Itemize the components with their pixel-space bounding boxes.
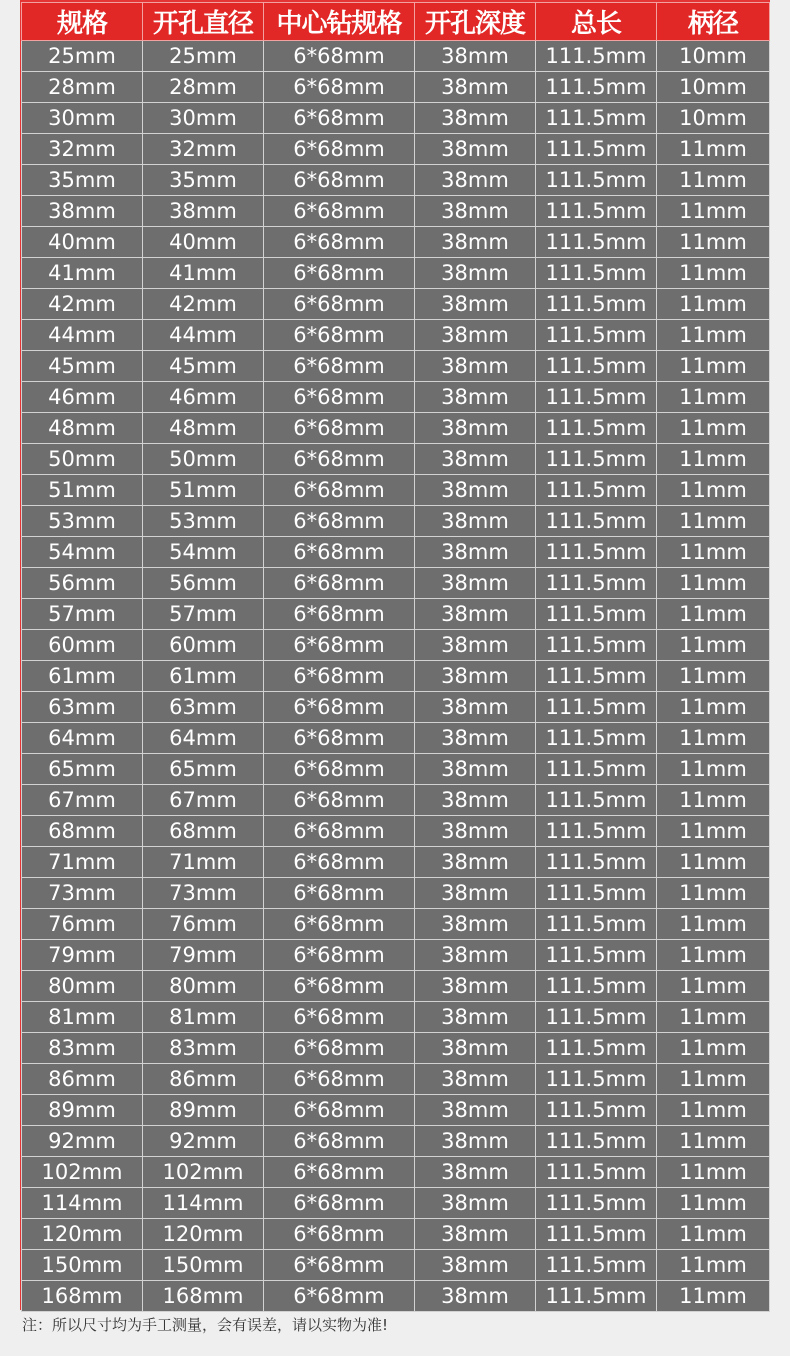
cell-hole-diameter: 44mm [143, 320, 264, 351]
cell-shank-diameter: 11mm [657, 444, 770, 475]
cell-center-drill: 6*68mm [264, 382, 415, 413]
cell-cutting-depth: 38mm [415, 1033, 536, 1064]
cell-center-drill: 6*68mm [264, 1157, 415, 1188]
cell-total-length: 111.5mm [536, 847, 657, 878]
cell-center-drill: 6*68mm [264, 506, 415, 537]
table-row [22, 971, 770, 1002]
table-row [22, 754, 770, 785]
cell-center-drill: 6*68mm [264, 1033, 415, 1064]
cell-cutting-depth: 38mm [415, 1188, 536, 1219]
cell-hole-diameter: 79mm [143, 940, 264, 971]
cell-total-length: 111.5mm [536, 444, 657, 475]
cell-cutting-depth: 38mm [415, 258, 536, 289]
cell-hole-diameter: 120mm [143, 1219, 264, 1250]
cell-spec: 64mm [22, 723, 143, 754]
cell-center-drill: 6*68mm [264, 41, 415, 72]
header-center-drill: 中心钻规格 [264, 3, 415, 41]
cell-shank-diameter: 11mm [657, 227, 770, 258]
cell-shank-diameter: 11mm [657, 413, 770, 444]
cell-shank-diameter: 11mm [657, 506, 770, 537]
cell-total-length: 111.5mm [536, 506, 657, 537]
cell-spec: 76mm [22, 909, 143, 940]
cell-total-length: 111.5mm [536, 940, 657, 971]
cell-total-length: 111.5mm [536, 41, 657, 72]
cell-hole-diameter: 30mm [143, 103, 264, 134]
cell-hole-diameter: 150mm [143, 1250, 264, 1281]
cell-hole-diameter: 60mm [143, 630, 264, 661]
cell-center-drill: 6*68mm [264, 599, 415, 630]
cell-cutting-depth: 38mm [415, 754, 536, 785]
cell-cutting-depth: 38mm [415, 1157, 536, 1188]
cell-shank-diameter: 11mm [657, 568, 770, 599]
cell-shank-diameter: 10mm [657, 72, 770, 103]
cell-cutting-depth: 38mm [415, 289, 536, 320]
table-row [22, 258, 770, 289]
cell-cutting-depth: 38mm [415, 1219, 536, 1250]
cell-hole-diameter: 92mm [143, 1126, 264, 1157]
cell-cutting-depth: 38mm [415, 971, 536, 1002]
cell-total-length: 111.5mm [536, 1188, 657, 1219]
cell-cutting-depth: 38mm [415, 785, 536, 816]
cell-center-drill: 6*68mm [264, 940, 415, 971]
table-row [22, 41, 770, 72]
table-row [22, 816, 770, 847]
cell-total-length: 111.5mm [536, 537, 657, 568]
cell-total-length: 111.5mm [536, 475, 657, 506]
cell-total-length: 111.5mm [536, 1219, 657, 1250]
header-spec: 规格 [22, 3, 143, 41]
table-row [22, 1281, 770, 1312]
cell-shank-diameter: 11mm [657, 1002, 770, 1033]
table-row [22, 940, 770, 971]
table-row [22, 847, 770, 878]
cell-total-length: 111.5mm [536, 909, 657, 940]
cell-cutting-depth: 38mm [415, 909, 536, 940]
cell-hole-diameter: 65mm [143, 754, 264, 785]
cell-cutting-depth: 38mm [415, 599, 536, 630]
cell-shank-diameter: 11mm [657, 1157, 770, 1188]
cell-hole-diameter: 51mm [143, 475, 264, 506]
cell-hole-diameter: 38mm [143, 196, 264, 227]
table-row [22, 878, 770, 909]
cell-cutting-depth: 38mm [415, 134, 536, 165]
cell-hole-diameter: 80mm [143, 971, 264, 1002]
cell-shank-diameter: 11mm [657, 599, 770, 630]
cell-hole-diameter: 40mm [143, 227, 264, 258]
table-row [22, 568, 770, 599]
cell-hole-diameter: 89mm [143, 1095, 264, 1126]
cell-cutting-depth: 38mm [415, 692, 536, 723]
table-row [22, 1033, 770, 1064]
cell-hole-diameter: 54mm [143, 537, 264, 568]
cell-cutting-depth: 38mm [415, 227, 536, 258]
cell-center-drill: 6*68mm [264, 475, 415, 506]
cell-spec: 28mm [22, 72, 143, 103]
cell-cutting-depth: 38mm [415, 878, 536, 909]
cell-spec: 30mm [22, 103, 143, 134]
cell-shank-diameter: 11mm [657, 351, 770, 382]
cell-hole-diameter: 168mm [143, 1281, 264, 1312]
cell-shank-diameter: 11mm [657, 754, 770, 785]
cell-spec: 40mm [22, 227, 143, 258]
table-row [22, 909, 770, 940]
cell-spec: 25mm [22, 41, 143, 72]
cell-hole-diameter: 73mm [143, 878, 264, 909]
footnote: 注：所以尺寸均为手工测量，会有误差，请以实物为准! [22, 1316, 389, 1334]
cell-total-length: 111.5mm [536, 165, 657, 196]
cell-shank-diameter: 11mm [657, 1281, 770, 1312]
cell-center-drill: 6*68mm [264, 785, 415, 816]
cell-shank-diameter: 11mm [657, 909, 770, 940]
cell-total-length: 111.5mm [536, 1064, 657, 1095]
table-row [22, 227, 770, 258]
cell-hole-diameter: 102mm [143, 1157, 264, 1188]
cell-total-length: 111.5mm [536, 599, 657, 630]
cell-total-length: 111.5mm [536, 816, 657, 847]
table-row [22, 785, 770, 816]
cell-shank-diameter: 11mm [657, 382, 770, 413]
cell-shank-diameter: 11mm [657, 1219, 770, 1250]
cell-hole-diameter: 83mm [143, 1033, 264, 1064]
cell-center-drill: 6*68mm [264, 1095, 415, 1126]
cell-hole-diameter: 25mm [143, 41, 264, 72]
cell-shank-diameter: 10mm [657, 103, 770, 134]
cell-total-length: 111.5mm [536, 723, 657, 754]
cell-hole-diameter: 32mm [143, 134, 264, 165]
cell-spec: 53mm [22, 506, 143, 537]
table-row [22, 1250, 770, 1281]
cell-cutting-depth: 38mm [415, 723, 536, 754]
cell-spec: 65mm [22, 754, 143, 785]
cell-spec: 86mm [22, 1064, 143, 1095]
cell-shank-diameter: 11mm [657, 537, 770, 568]
cell-center-drill: 6*68mm [264, 413, 415, 444]
cell-cutting-depth: 38mm [415, 630, 536, 661]
cell-cutting-depth: 38mm [415, 506, 536, 537]
cell-hole-diameter: 42mm [143, 289, 264, 320]
cell-shank-diameter: 11mm [657, 1095, 770, 1126]
cell-hole-diameter: 46mm [143, 382, 264, 413]
cell-center-drill: 6*68mm [264, 878, 415, 909]
cell-spec: 61mm [22, 661, 143, 692]
cell-total-length: 111.5mm [536, 971, 657, 1002]
cell-center-drill: 6*68mm [264, 165, 415, 196]
cell-cutting-depth: 38mm [415, 1095, 536, 1126]
cell-cutting-depth: 38mm [415, 816, 536, 847]
cell-spec: 54mm [22, 537, 143, 568]
table-row [22, 1157, 770, 1188]
cell-center-drill: 6*68mm [264, 134, 415, 165]
table-row [22, 413, 770, 444]
cell-shank-diameter: 11mm [657, 785, 770, 816]
cell-spec: 35mm [22, 165, 143, 196]
cell-hole-diameter: 35mm [143, 165, 264, 196]
cell-shank-diameter: 11mm [657, 692, 770, 723]
table-row [22, 661, 770, 692]
cell-center-drill: 6*68mm [264, 1064, 415, 1095]
cell-center-drill: 6*68mm [264, 258, 415, 289]
cell-hole-diameter: 114mm [143, 1188, 264, 1219]
table-row [22, 134, 770, 165]
cell-center-drill: 6*68mm [264, 816, 415, 847]
cell-cutting-depth: 38mm [415, 196, 536, 227]
table-row [22, 351, 770, 382]
cell-hole-diameter: 64mm [143, 723, 264, 754]
cell-shank-diameter: 11mm [657, 878, 770, 909]
cell-hole-diameter: 86mm [143, 1064, 264, 1095]
table-row [22, 320, 770, 351]
cell-total-length: 111.5mm [536, 692, 657, 723]
cell-total-length: 111.5mm [536, 227, 657, 258]
cell-total-length: 111.5mm [536, 72, 657, 103]
cell-total-length: 111.5mm [536, 1033, 657, 1064]
cell-hole-diameter: 48mm [143, 413, 264, 444]
cell-spec: 63mm [22, 692, 143, 723]
cell-spec: 46mm [22, 382, 143, 413]
cell-cutting-depth: 38mm [415, 165, 536, 196]
cell-center-drill: 6*68mm [264, 1281, 415, 1312]
cell-cutting-depth: 38mm [415, 847, 536, 878]
cell-spec: 79mm [22, 940, 143, 971]
cell-shank-diameter: 11mm [657, 940, 770, 971]
cell-spec: 42mm [22, 289, 143, 320]
table-row [22, 165, 770, 196]
cell-cutting-depth: 38mm [415, 1002, 536, 1033]
cell-total-length: 111.5mm [536, 196, 657, 227]
header-row [22, 3, 770, 41]
table-row [22, 475, 770, 506]
table-row [22, 1126, 770, 1157]
cell-spec: 67mm [22, 785, 143, 816]
cell-center-drill: 6*68mm [264, 72, 415, 103]
cell-shank-diameter: 11mm [657, 971, 770, 1002]
table-row [22, 692, 770, 723]
cell-center-drill: 6*68mm [264, 1250, 415, 1281]
cell-shank-diameter: 11mm [657, 320, 770, 351]
cell-total-length: 111.5mm [536, 878, 657, 909]
table-row [22, 72, 770, 103]
cell-shank-diameter: 11mm [657, 630, 770, 661]
cell-shank-diameter: 11mm [657, 258, 770, 289]
cell-cutting-depth: 38mm [415, 475, 536, 506]
table-row [22, 444, 770, 475]
spec-table-body [22, 41, 770, 1312]
cell-spec: 38mm [22, 196, 143, 227]
cell-shank-diameter: 11mm [657, 723, 770, 754]
cell-shank-diameter: 10mm [657, 41, 770, 72]
cell-spec: 51mm [22, 475, 143, 506]
cell-center-drill: 6*68mm [264, 692, 415, 723]
table-row [22, 599, 770, 630]
spec-table-header [22, 3, 770, 41]
cell-shank-diameter: 11mm [657, 165, 770, 196]
cell-hole-diameter: 71mm [143, 847, 264, 878]
cell-spec: 81mm [22, 1002, 143, 1033]
cell-hole-diameter: 56mm [143, 568, 264, 599]
cell-spec: 41mm [22, 258, 143, 289]
cell-cutting-depth: 38mm [415, 413, 536, 444]
table-row [22, 1219, 770, 1250]
cell-total-length: 111.5mm [536, 754, 657, 785]
cell-shank-diameter: 11mm [657, 1250, 770, 1281]
cell-hole-diameter: 67mm [143, 785, 264, 816]
cell-shank-diameter: 11mm [657, 816, 770, 847]
cell-cutting-depth: 38mm [415, 537, 536, 568]
cell-spec: 68mm [22, 816, 143, 847]
table-row [22, 1002, 770, 1033]
cell-center-drill: 6*68mm [264, 1219, 415, 1250]
cell-total-length: 111.5mm [536, 1250, 657, 1281]
cell-total-length: 111.5mm [536, 1095, 657, 1126]
cell-hole-diameter: 63mm [143, 692, 264, 723]
cell-center-drill: 6*68mm [264, 320, 415, 351]
cell-spec: 45mm [22, 351, 143, 382]
cell-hole-diameter: 50mm [143, 444, 264, 475]
cell-center-drill: 6*68mm [264, 847, 415, 878]
cell-center-drill: 6*68mm [264, 754, 415, 785]
cell-center-drill: 6*68mm [264, 351, 415, 382]
cell-total-length: 111.5mm [536, 103, 657, 134]
cell-center-drill: 6*68mm [264, 1188, 415, 1219]
cell-shank-diameter: 11mm [657, 1126, 770, 1157]
cell-spec: 56mm [22, 568, 143, 599]
cell-shank-diameter: 11mm [657, 289, 770, 320]
cell-center-drill: 6*68mm [264, 630, 415, 661]
cell-total-length: 111.5mm [536, 320, 657, 351]
cell-cutting-depth: 38mm [415, 351, 536, 382]
spec-table [21, 2, 770, 1312]
cell-spec: 92mm [22, 1126, 143, 1157]
cell-spec: 57mm [22, 599, 143, 630]
cell-shank-diameter: 11mm [657, 475, 770, 506]
cell-cutting-depth: 38mm [415, 661, 536, 692]
cell-total-length: 111.5mm [536, 351, 657, 382]
cell-total-length: 111.5mm [536, 785, 657, 816]
cell-spec: 102mm [22, 1157, 143, 1188]
cell-cutting-depth: 38mm [415, 41, 536, 72]
cell-spec: 168mm [22, 1281, 143, 1312]
cell-spec: 83mm [22, 1033, 143, 1064]
cell-hole-diameter: 45mm [143, 351, 264, 382]
cell-total-length: 111.5mm [536, 1281, 657, 1312]
cell-total-length: 111.5mm [536, 630, 657, 661]
cell-spec: 50mm [22, 444, 143, 475]
cell-total-length: 111.5mm [536, 1002, 657, 1033]
cell-hole-diameter: 68mm [143, 816, 264, 847]
cell-center-drill: 6*68mm [264, 289, 415, 320]
cell-center-drill: 6*68mm [264, 444, 415, 475]
table-row [22, 382, 770, 413]
cell-center-drill: 6*68mm [264, 661, 415, 692]
cell-spec: 114mm [22, 1188, 143, 1219]
cell-total-length: 111.5mm [536, 289, 657, 320]
spec-table-frame [20, 0, 770, 1310]
cell-center-drill: 6*68mm [264, 568, 415, 599]
cell-spec: 44mm [22, 320, 143, 351]
header-hole-diameter: 开孔直径 [143, 3, 264, 41]
cell-hole-diameter: 53mm [143, 506, 264, 537]
cell-spec: 120mm [22, 1219, 143, 1250]
cell-total-length: 111.5mm [536, 413, 657, 444]
cell-center-drill: 6*68mm [264, 1126, 415, 1157]
cell-cutting-depth: 38mm [415, 1281, 536, 1312]
cell-total-length: 111.5mm [536, 661, 657, 692]
table-row [22, 537, 770, 568]
table-row [22, 103, 770, 134]
cell-total-length: 111.5mm [536, 134, 657, 165]
cell-center-drill: 6*68mm [264, 909, 415, 940]
cell-total-length: 111.5mm [536, 382, 657, 413]
cell-shank-diameter: 11mm [657, 661, 770, 692]
cell-spec: 89mm [22, 1095, 143, 1126]
cell-cutting-depth: 38mm [415, 382, 536, 413]
cell-spec: 73mm [22, 878, 143, 909]
table-row [22, 1188, 770, 1219]
header-shank-diameter: 柄径 [657, 3, 770, 41]
cell-total-length: 111.5mm [536, 568, 657, 599]
cell-cutting-depth: 38mm [415, 444, 536, 475]
cell-hole-diameter: 81mm [143, 1002, 264, 1033]
cell-spec: 80mm [22, 971, 143, 1002]
cell-cutting-depth: 38mm [415, 1250, 536, 1281]
header-cutting-depth: 开孔深度 [415, 3, 536, 41]
cell-spec: 150mm [22, 1250, 143, 1281]
cell-cutting-depth: 38mm [415, 1126, 536, 1157]
cell-hole-diameter: 28mm [143, 72, 264, 103]
table-row [22, 630, 770, 661]
header-total-length: 总长 [536, 3, 657, 41]
cell-hole-diameter: 61mm [143, 661, 264, 692]
table-row [22, 1064, 770, 1095]
cell-center-drill: 6*68mm [264, 723, 415, 754]
cell-shank-diameter: 11mm [657, 1188, 770, 1219]
cell-center-drill: 6*68mm [264, 537, 415, 568]
cell-spec: 71mm [22, 847, 143, 878]
cell-shank-diameter: 11mm [657, 1064, 770, 1095]
cell-cutting-depth: 38mm [415, 72, 536, 103]
table-row [22, 723, 770, 754]
cell-center-drill: 6*68mm [264, 196, 415, 227]
cell-total-length: 111.5mm [536, 1126, 657, 1157]
table-row [22, 506, 770, 537]
cell-spec: 32mm [22, 134, 143, 165]
table-row [22, 196, 770, 227]
cell-center-drill: 6*68mm [264, 1002, 415, 1033]
table-row [22, 1095, 770, 1126]
cell-cutting-depth: 38mm [415, 940, 536, 971]
cell-shank-diameter: 11mm [657, 1033, 770, 1064]
cell-hole-diameter: 41mm [143, 258, 264, 289]
table-row [22, 289, 770, 320]
cell-center-drill: 6*68mm [264, 971, 415, 1002]
cell-shank-diameter: 11mm [657, 196, 770, 227]
cell-spec: 60mm [22, 630, 143, 661]
cell-center-drill: 6*68mm [264, 227, 415, 258]
cell-hole-diameter: 76mm [143, 909, 264, 940]
cell-cutting-depth: 38mm [415, 103, 536, 134]
cell-shank-diameter: 11mm [657, 847, 770, 878]
cell-cutting-depth: 38mm [415, 568, 536, 599]
cell-spec: 48mm [22, 413, 143, 444]
cell-total-length: 111.5mm [536, 1157, 657, 1188]
cell-hole-diameter: 57mm [143, 599, 264, 630]
cell-center-drill: 6*68mm [264, 103, 415, 134]
cell-total-length: 111.5mm [536, 258, 657, 289]
cell-cutting-depth: 38mm [415, 1064, 536, 1095]
cell-cutting-depth: 38mm [415, 320, 536, 351]
cell-shank-diameter: 11mm [657, 134, 770, 165]
